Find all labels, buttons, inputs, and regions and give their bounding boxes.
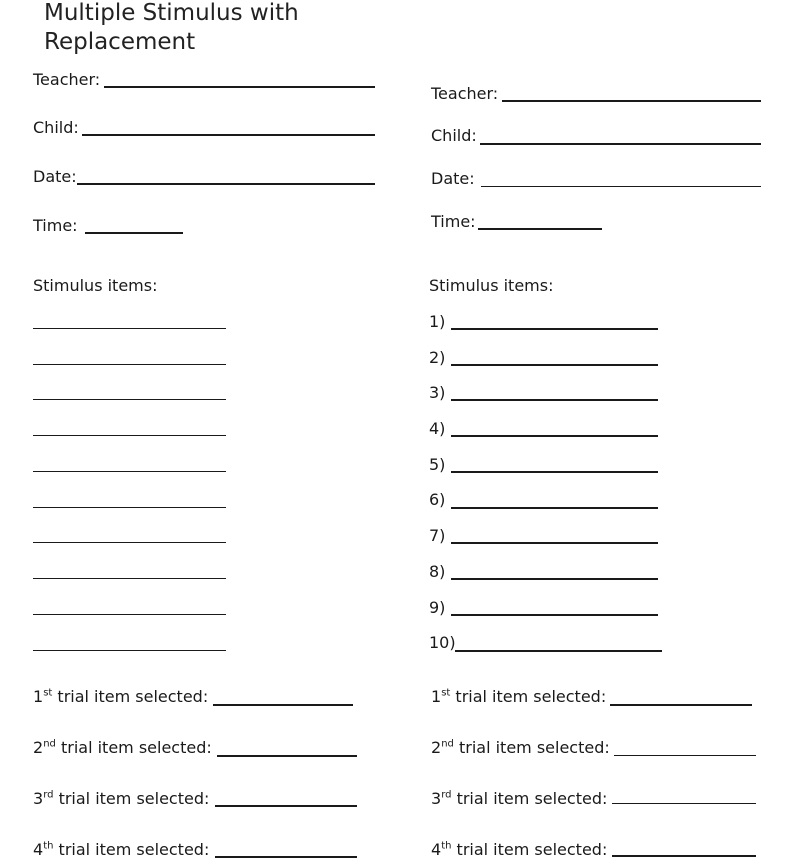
- stimulus-item-field[interactable]: [451, 614, 658, 616]
- time-label: Time:: [33, 216, 78, 235]
- item-number: 7): [429, 526, 446, 545]
- item-number: 5): [429, 455, 446, 474]
- time-label: Time:: [431, 212, 476, 231]
- trial-4-label: 4th trial item selected:: [431, 840, 608, 859]
- stimulus-item-field[interactable]: [33, 399, 226, 400]
- child-field[interactable]: [480, 143, 761, 145]
- item-number: 1): [429, 312, 446, 331]
- stimulus-item-field[interactable]: [33, 435, 226, 436]
- trial-3-label: 3rd trial item selected:: [431, 789, 608, 808]
- item-number: 3): [429, 383, 446, 402]
- stimulus-item-field[interactable]: [451, 364, 658, 366]
- stimulus-item-field[interactable]: [451, 507, 658, 509]
- trial-3-label: 3rd trial item selected:: [33, 789, 210, 808]
- stimulus-item-field[interactable]: [451, 578, 658, 580]
- trial-3-field[interactable]: [612, 803, 756, 804]
- item-number: 6): [429, 490, 446, 509]
- trial-3-field[interactable]: [215, 805, 357, 807]
- child-label: Child:: [33, 118, 79, 137]
- stimulus-items-label: Stimulus items:: [33, 276, 158, 295]
- teacher-field[interactable]: [502, 100, 761, 102]
- item-number: 10): [429, 633, 456, 652]
- stimulus-item-field[interactable]: [451, 542, 658, 544]
- item-number: 9): [429, 598, 446, 617]
- trial-4-label: 4th trial item selected:: [33, 840, 210, 859]
- stimulus-item-field[interactable]: [33, 542, 226, 543]
- date-label: Date:: [33, 167, 77, 186]
- teacher-field[interactable]: [104, 86, 375, 88]
- stimulus-item-field[interactable]: [451, 399, 658, 401]
- time-field[interactable]: [478, 228, 602, 230]
- stimulus-item-field[interactable]: [455, 650, 662, 652]
- time-field[interactable]: [85, 232, 183, 234]
- item-number: 2): [429, 348, 446, 367]
- stimulus-item-field[interactable]: [33, 650, 226, 651]
- trial-2-field[interactable]: [217, 755, 357, 757]
- teacher-label: Teacher:: [33, 70, 101, 89]
- item-number: 4): [429, 419, 446, 438]
- trial-1-label: 1st trial item selected:: [431, 687, 607, 706]
- stimulus-items-label: Stimulus items:: [429, 276, 554, 295]
- date-label: Date:: [431, 169, 475, 188]
- trial-2-field[interactable]: [614, 755, 756, 756]
- trial-1-field[interactable]: [610, 704, 752, 706]
- stimulus-item-field[interactable]: [33, 614, 226, 615]
- trial-2-label: 2nd trial item selected:: [431, 738, 610, 757]
- page-title: Multiple Stimulus with Replacement: [44, 0, 299, 55]
- date-field[interactable]: [481, 186, 761, 187]
- trial-4-field[interactable]: [612, 855, 756, 857]
- child-field[interactable]: [82, 134, 375, 136]
- stimulus-item-field[interactable]: [33, 471, 226, 472]
- teacher-label: Teacher:: [431, 84, 499, 103]
- stimulus-item-field[interactable]: [451, 435, 658, 437]
- stimulus-item-field[interactable]: [33, 364, 226, 365]
- stimulus-item-field[interactable]: [33, 507, 226, 508]
- trial-4-field[interactable]: [215, 856, 357, 858]
- child-label: Child:: [431, 126, 477, 145]
- trial-1-field[interactable]: [213, 704, 353, 706]
- stimulus-item-field[interactable]: [33, 328, 226, 329]
- date-field[interactable]: [77, 183, 375, 185]
- trial-2-label: 2nd trial item selected:: [33, 738, 212, 757]
- stimulus-item-field[interactable]: [451, 328, 658, 330]
- trial-1-label: 1st trial item selected:: [33, 687, 209, 706]
- stimulus-item-field[interactable]: [33, 578, 226, 579]
- item-number: 8): [429, 562, 446, 581]
- stimulus-item-field[interactable]: [451, 471, 658, 473]
